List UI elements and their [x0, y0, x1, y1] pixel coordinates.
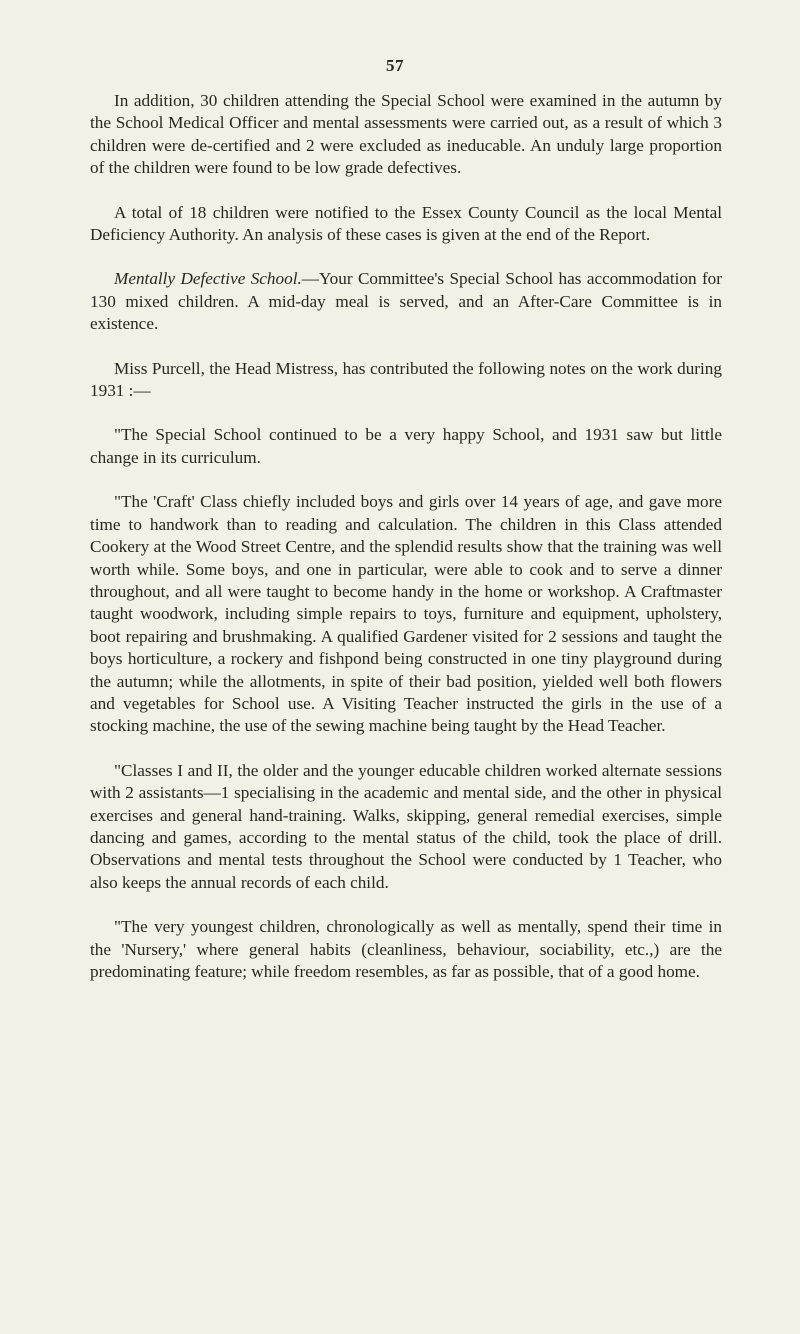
section-heading: Mentally Defective School.: [114, 269, 302, 289]
paragraph-youngest-children: "The very youngest children, chronologically as well as mentally, spend their time in the 'Nursery,' where general habits (cleanliness, behaviour, sociability, etc.,) are the predominating feature; while freedom resembles, as far as possible, that of a good home.: [90, 917, 722, 981]
paragraph-mentally-defective-school: [90, 268, 722, 335]
paragraph-notified-children: A total of 18 children were notified to the Essex County Council as the local Mental Deficiency Authority. An analysis of these cases is given at the end of the Report.: [90, 202, 722, 245]
body-text: [90, 90, 722, 1005]
paragraph-happy-school: "The Special School continued to be a very happy School, and 1931 saw but little change in its curriculum.: [90, 425, 722, 467]
paragraph-special-school-examination: In addition, 30 children attending the Special School were examined in the autumn by the School Medical Officer and mental assessments were carried out, as a result of which 3 children were de-certified and 2 were excluded as ineducable. An unduly large proportion of the children were found to be low grade defectives.: [90, 91, 722, 178]
paragraph-classes-one-two: "Classes I and II, the older and the younger educable children worked alternate sessions with 2 assistants—1 specialising in the academic and mental side, and the other in physical exercises and general hand-training. Walks, skipping, general remedial exercises, simple dancing and games, according to the mental status of the child, took the place of drill. Observations and mental tests throughout the School were conducted by 1 Teacher, who also keeps the annual records of each child.: [90, 760, 722, 892]
page-number: 57: [386, 56, 404, 75]
paragraph-craft-class: "The 'Craft' Class chiefly included boys and girls over 14 years of age, and gave more time to handwork than to reading and calculation. The children in this Class attended Cookery at the Wood Street Centre, and the splendid results show that the training was well worth while. Some boys, and one in particular, were able to cook and to serve a dinner throughout, and all were taught to become handy in the home or workshop. A Craftmaster taught woodwork, including simple repairs to toys, furniture and equipment, upholstery, boot repairing and brushmaking. A qualified Gardener visited for 2 sessions and taught the boys horticulture, a rockery and fishpond being constructed in one tiny playground during the autumn; while the allotments, in spite of their bad position, yielded well both flowers and vegetables for School use. A Visiting Teacher instructed the girls in the use of a stocking machine, the use of the sewing machine being taught by the Head Teacher.: [90, 492, 722, 736]
section-body: —Your Committee's Special School has accommodation for 130 mixed children. A mid-day meal is served, and an After-Care Committee is in existence.: [90, 269, 722, 334]
paragraph-head-mistress-notes: Miss Purcell, the Head Mistress, has contributed the following notes on the work during 1931 :—: [90, 358, 722, 401]
quoted-notes: [90, 424, 722, 983]
